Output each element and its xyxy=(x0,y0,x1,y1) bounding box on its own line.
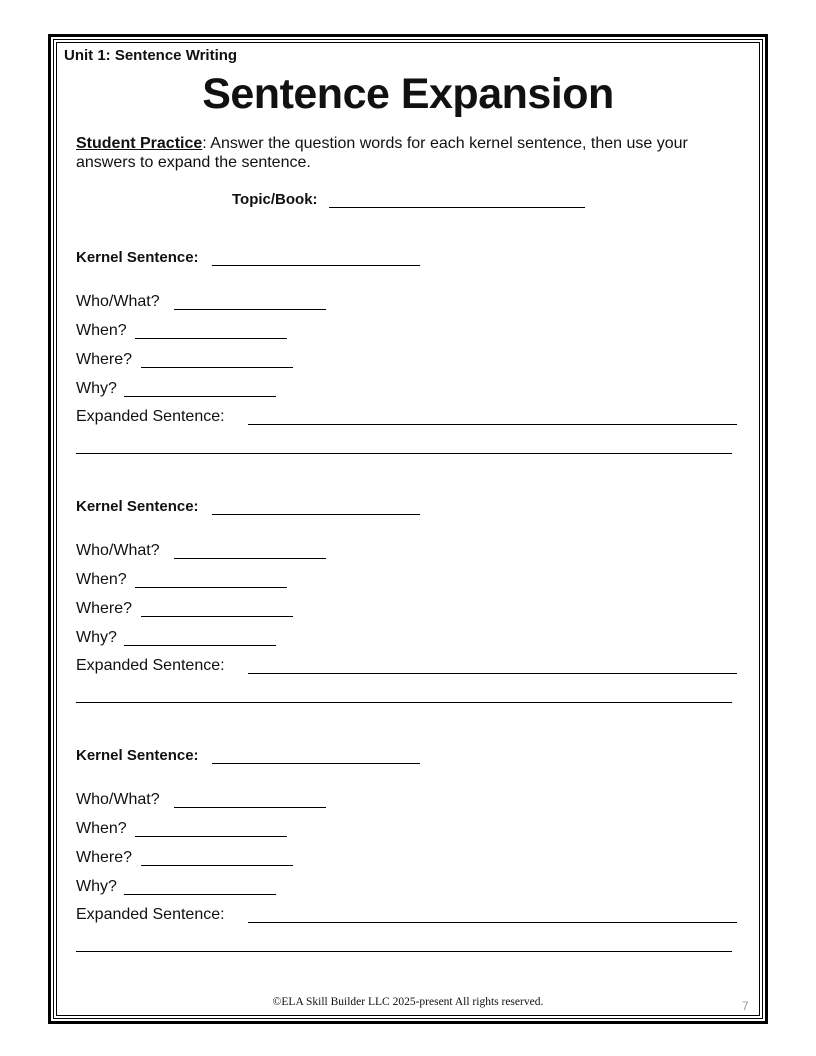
unit-label: Unit 1: Sentence Writing xyxy=(64,47,238,64)
question-label: Why? xyxy=(76,629,117,646)
expanded-sentence-blank[interactable] xyxy=(248,424,737,425)
kernel-sentence-label: Kernel Sentence: xyxy=(76,249,199,266)
kernel-sentence-blank[interactable] xyxy=(212,763,420,764)
kernel-sentence-blank[interactable] xyxy=(212,265,420,266)
question-answer-blank[interactable] xyxy=(124,396,276,397)
topic-blank[interactable] xyxy=(329,207,585,208)
expanded-sentence-blank-2[interactable] xyxy=(76,453,732,454)
question-answer-blank[interactable] xyxy=(124,645,276,646)
expanded-sentence-label: Expanded Sentence: xyxy=(76,657,225,674)
expanded-sentence-label: Expanded Sentence: xyxy=(76,906,225,923)
expanded-sentence-blank-2[interactable] xyxy=(76,951,732,952)
expanded-sentence-blank-2[interactable] xyxy=(76,702,732,703)
question-label: Where? xyxy=(76,351,133,368)
question-answer-blank[interactable] xyxy=(141,865,293,866)
instructions-lead: Student Practice xyxy=(76,135,203,152)
question-label: Who/What? xyxy=(76,542,160,559)
question-answer-blank[interactable] xyxy=(174,558,326,559)
question-label: Why? xyxy=(76,380,117,397)
topic-field xyxy=(232,191,318,208)
question-label: Who/What? xyxy=(76,293,160,310)
page-border xyxy=(48,34,768,1024)
kernel-sentence-blank[interactable] xyxy=(212,514,420,515)
question-label: Who/What? xyxy=(76,791,160,808)
page-title: Sentence Expansion xyxy=(202,70,614,118)
instructions xyxy=(76,134,746,172)
question-answer-blank[interactable] xyxy=(174,807,326,808)
question-label: Where? xyxy=(76,600,133,617)
expanded-sentence-blank[interactable] xyxy=(248,673,737,674)
page-border-inner xyxy=(56,42,760,1016)
question-label: Where? xyxy=(76,849,133,866)
expanded-sentence-label: Expanded Sentence: xyxy=(76,408,225,425)
topic-label: Topic/Book: xyxy=(232,191,318,208)
question-answer-blank[interactable] xyxy=(174,309,326,310)
expanded-sentence-blank[interactable] xyxy=(248,922,737,923)
copyright-footer: ©ELA Skill Builder LLC 2025-present All rights reserved. xyxy=(272,996,544,1008)
question-label: When? xyxy=(76,322,127,339)
question-answer-blank[interactable] xyxy=(141,367,293,368)
question-answer-blank[interactable] xyxy=(135,338,287,339)
question-answer-blank[interactable] xyxy=(124,894,276,895)
page-border-middle xyxy=(53,39,763,1019)
question-label: When? xyxy=(76,571,127,588)
page-number: 7 xyxy=(742,999,749,1013)
question-answer-blank[interactable] xyxy=(135,836,287,837)
question-answer-blank[interactable] xyxy=(141,616,293,617)
kernel-sentence-label: Kernel Sentence: xyxy=(76,498,199,515)
question-answer-blank[interactable] xyxy=(135,587,287,588)
kernel-sentence-label: Kernel Sentence: xyxy=(76,747,199,764)
question-label: When? xyxy=(76,820,127,837)
question-label: Why? xyxy=(76,878,117,895)
instructions-text: : Answer the question words for each kernel sentence, then use your answers to expand the sentence. xyxy=(76,135,688,171)
